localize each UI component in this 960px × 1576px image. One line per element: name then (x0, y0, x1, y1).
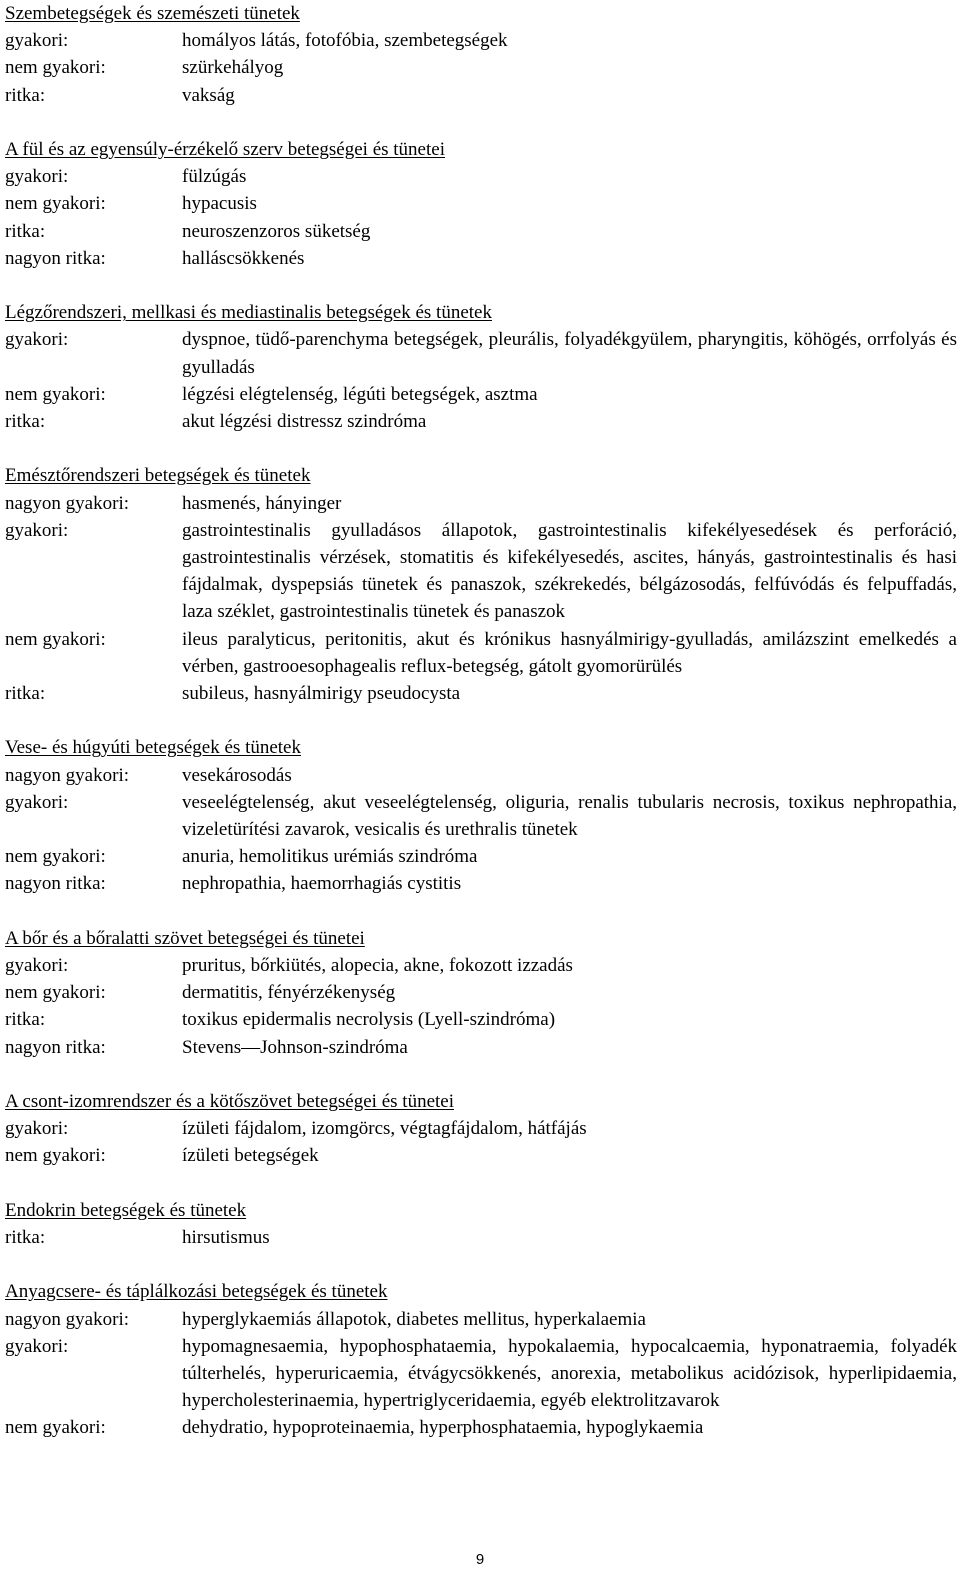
effect-list: hyperglykaemiás állapotok, diabetes mellitus, hyperkalaemia (182, 1308, 646, 1330)
effect-list: anuria, hemolitikus urémiás szindróma (182, 846, 478, 868)
effect-list: subileus, hasnyálmirigy pseudocysta (182, 683, 461, 705)
section-list (5, 0, 957, 1442)
frequency-label: nem gyakori: (5, 1417, 106, 1439)
frequency-row (5, 1142, 957, 1169)
effect-list: akut légzési distressz szindróma (182, 411, 427, 433)
frequency-label: ritka: (5, 411, 46, 433)
adverse-effect-section (5, 1197, 957, 1251)
section-title: Endokrin betegségek és tünetek (5, 1199, 247, 1221)
effect-list: ízületi betegségek (182, 1145, 319, 1167)
adverse-effect-section (5, 734, 957, 897)
frequency-label: nagyon ritka: (5, 247, 106, 269)
frequency-label: nagyon ritka: (5, 873, 106, 895)
frequency-label: nagyon gyakori: (5, 1308, 130, 1330)
effect-list: homályos látás, fotofóbia, szembetegségek (182, 30, 508, 52)
adverse-effect-section (5, 462, 957, 707)
frequency-row (5, 1333, 957, 1415)
frequency-row (5, 163, 957, 190)
frequency-row (5, 952, 957, 979)
section-title: A bőr és a bőralatti szövet betegségei és tünetei (5, 927, 365, 949)
frequency-row (5, 490, 957, 517)
frequency-label: gyakori: (5, 1335, 69, 1357)
frequency-label: gyakori: (5, 329, 69, 351)
frequency-label: nem gyakori: (5, 982, 106, 1004)
effect-list: neuroszenzoros süketség (182, 220, 371, 242)
page-number: 9 (475, 1551, 485, 1568)
frequency-label: nem gyakori: (5, 846, 106, 868)
adverse-effect-section (5, 0, 957, 109)
frequency-row (5, 979, 957, 1006)
effect-list: halláscsökkenés (182, 247, 305, 269)
frequency-label: nem gyakori: (5, 57, 106, 79)
frequency-label: nagyon gyakori: (5, 492, 130, 514)
effect-list: vakság (182, 84, 235, 106)
effect-list: dehydratio, hypoproteinaemia, hyperphosphataemia, hypoglykaemia (182, 1417, 704, 1439)
frequency-row (5, 1115, 957, 1142)
adverse-effect-section (5, 136, 957, 272)
frequency-row (5, 218, 957, 245)
effect-list: ízületi fájdalom, izomgörcs, végtagfájdalom, hátfájás (182, 1118, 587, 1140)
effect-list: szürkehályog (182, 57, 284, 79)
frequency-label: nagyon ritka: (5, 1036, 106, 1058)
frequency-row (5, 408, 957, 435)
effect-list: gastrointestinalis gyulladásos állapotok, gastrointestinalis kifekélyesedések és perforáció, gastrointestinalis vérzések, stomatitis és kifekélyesedés, ascites, hányás, gastrointestinalis és hasi fájdalmak, dyspepsiás tünetek és panaszok, székrekedés, bélgázosodás, felfúvódás és felpuffadás, laza széklet, gastrointestinalis tünetek és panaszok (182, 519, 957, 623)
adverse-effect-section (5, 925, 957, 1061)
effect-list: hasmenés, hányinger (182, 492, 342, 514)
section-title: Vese- és húgyúti betegségek és tünetek (5, 737, 301, 759)
effect-list: hypacusis (182, 193, 257, 215)
section-title: A fül és az egyensúly-érzékelő szerv betegségei és tünetei (5, 139, 445, 160)
effect-list: dermatitis, fényérzékenység (182, 982, 396, 1004)
effect-list: vesekárosodás (182, 764, 292, 786)
adverse-effect-section (5, 299, 957, 435)
effect-list: toxikus epidermalis necrolysis (Lyell-szindróma) (182, 1009, 556, 1031)
frequency-row (5, 1224, 957, 1251)
effect-list: fülzúgás (182, 166, 247, 188)
frequency-row (5, 54, 957, 81)
frequency-label: nem gyakori: (5, 1145, 106, 1167)
frequency-row (5, 626, 957, 680)
frequency-row (5, 843, 957, 870)
frequency-label: gyakori: (5, 519, 69, 541)
effect-list: Stevens—Johnson-szindróma (182, 1036, 408, 1058)
frequency-row (5, 245, 957, 272)
section-title: Emésztőrendszeri betegségek és tünetek (5, 465, 311, 487)
frequency-label: nem gyakori: (5, 193, 106, 215)
frequency-label: ritka: (5, 220, 46, 242)
effect-list: dyspnoe, tüdő-parenchyma betegségek, pleurális, folyadékgyülem, pharyngitis, köhögés, orrfolyás és gyulladás (182, 329, 957, 378)
frequency-label: gyakori: (5, 1118, 69, 1140)
effect-list: veseelégtelenség, akut veseelégtelenség, oliguria, renalis tubularis necrosis, toxikus nephropathia, vizeletürítési zavarok, vesicalis és urethralis tünetek (182, 791, 957, 841)
frequency-row (5, 762, 957, 789)
frequency-label: gyakori: (5, 166, 69, 188)
frequency-label: gyakori: (5, 30, 69, 52)
frequency-label: ritka: (5, 1009, 46, 1031)
frequency-row (5, 1006, 957, 1033)
frequency-row (5, 82, 957, 109)
frequency-row (5, 27, 957, 54)
effect-list: nephropathia, haemorrhagiás cystitis (182, 873, 462, 895)
effect-list: ileus paralyticus, peritonitis, akut és krónikus hasnyálmirigy-gyulladás, amilázszint emelkedés a vérben, gastrooesophagealis reflux-betegség, gátolt gyomorürülés (182, 628, 957, 677)
adverse-effect-section (5, 1278, 957, 1441)
frequency-row (5, 381, 957, 408)
frequency-row (5, 326, 957, 380)
frequency-row (5, 1034, 957, 1061)
frequency-label: nem gyakori: (5, 383, 106, 405)
frequency-label: gyakori: (5, 791, 69, 813)
frequency-label: nagyon gyakori: (5, 764, 130, 786)
frequency-row (5, 1414, 957, 1441)
adverse-effect-section (5, 1088, 957, 1170)
section-title: A csont-izomrendszer és a kötőszövet betegségei és tünetei (5, 1091, 454, 1113)
section-title: Légzőrendszeri, mellkasi és mediastinalis betegségek és tünetek (5, 302, 492, 324)
effect-list: légzési elégtelenség, légúti betegségek, asztma (182, 383, 538, 405)
frequency-label: nem gyakori: (5, 628, 106, 650)
frequency-label: ritka: (5, 683, 46, 705)
frequency-row (5, 517, 957, 626)
frequency-row (5, 190, 957, 217)
frequency-row (5, 789, 957, 843)
frequency-label: ritka: (5, 1227, 46, 1249)
frequency-row (5, 1306, 957, 1333)
frequency-label: ritka: (5, 84, 46, 106)
effect-list: pruritus, bőrkiütés, alopecia, akne, fokozott izzadás (182, 955, 573, 977)
section-title: Szembetegségek és szemészeti tünetek (5, 3, 300, 24)
frequency-label: gyakori: (5, 955, 69, 977)
effect-list: hypomagnesaemia, hypophosphataemia, hypokalaemia, hypocalcaemia, hyponatraemia, folyadék túlterhelés, hyperuricaemia, étvágycsökkenés, anorexia, metabolikus acidózisok, hyperlipidaemia, hypercholesterinaemia, hypertriglyceridaemia, egyéb elektrolitzavarok (182, 1335, 957, 1412)
frequency-row (5, 680, 957, 707)
section-title: Anyagcsere- és táplálkozási betegségek és tünetek (5, 1281, 388, 1303)
document-body (5, 0, 957, 1469)
frequency-row (5, 870, 957, 897)
effect-list: hirsutismus (182, 1227, 270, 1249)
